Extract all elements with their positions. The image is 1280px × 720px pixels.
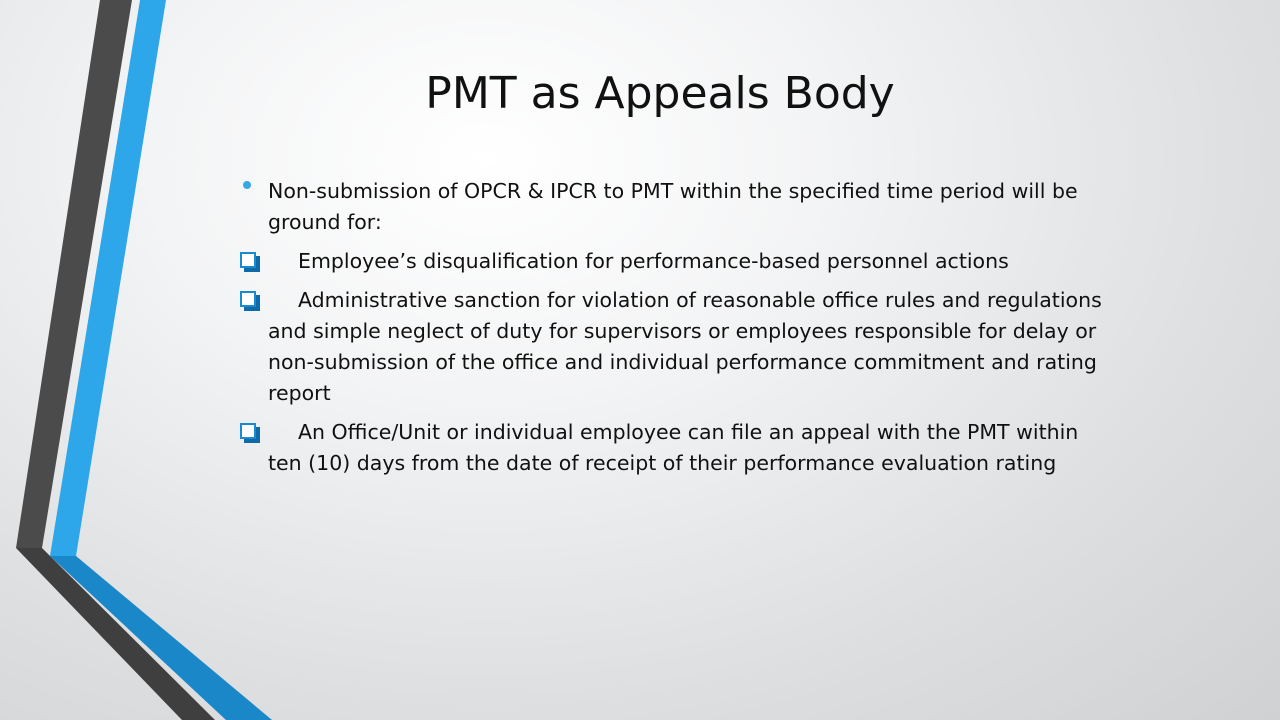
bullet-text: Administrative sanction for violation of reasonable office rules and regulations and simple neglect of duty for supervisors or employees responsible for delay or non-submission of the office and individual performance commitment and rating report (268, 288, 1102, 405)
square-bullet-icon (240, 423, 260, 443)
dark-stripe-lower (16, 548, 215, 720)
square-bullet-icon (240, 291, 260, 311)
list-item (232, 176, 1112, 238)
bullet-text: An Office/Unit or individual employee can file an appeal with the PMT within ten (10) days from the date of receipt of their performance evaluation rating (268, 420, 1079, 475)
slide-title: PMT as Appeals Body (425, 68, 895, 119)
bullet-text: Non-submission of OPCR & IPCR to PMT within the specified time period will be ground for: (268, 179, 1078, 234)
bullet-dot-icon (243, 181, 251, 189)
square-bullet-icon (240, 252, 260, 272)
bullet-list (232, 176, 1112, 487)
bullet-text: Employee’s disqualification for performance-based personnel actions (298, 249, 1009, 273)
list-item (232, 285, 1112, 409)
list-item (232, 417, 1112, 479)
list-item (232, 246, 1112, 277)
